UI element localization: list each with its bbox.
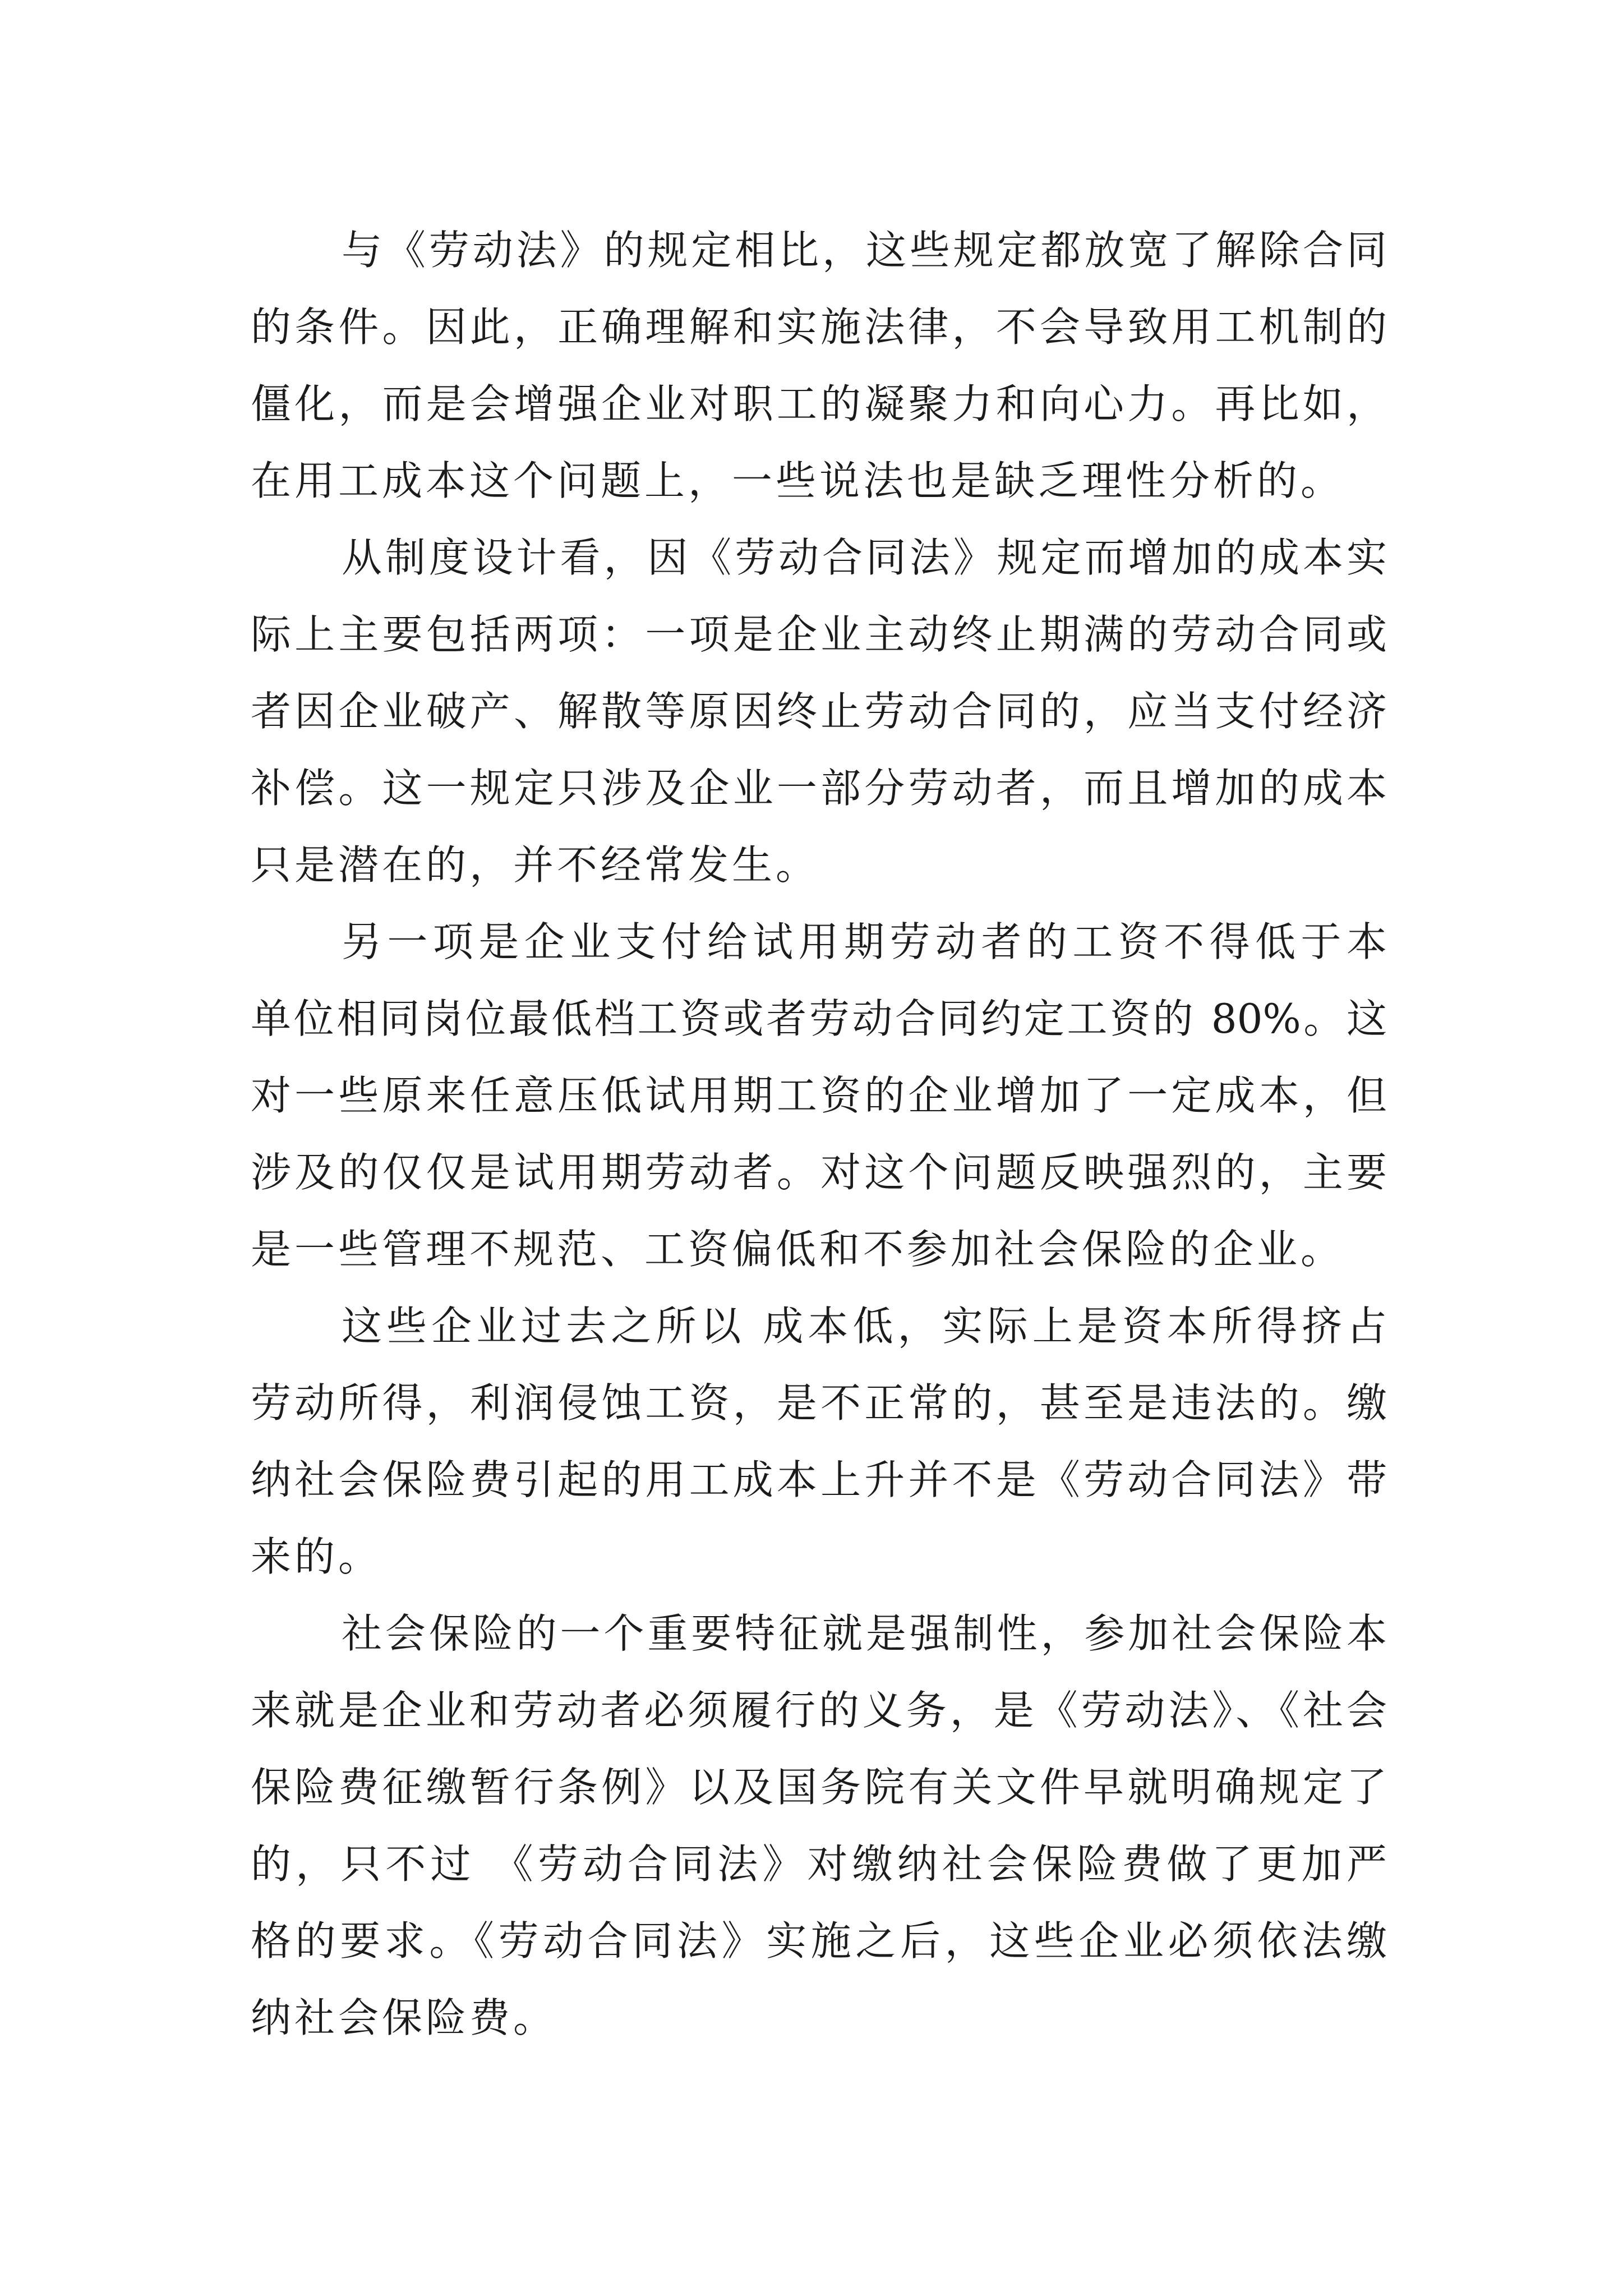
text-line: 格的要求。《劳动合同法》实施之后，这些企业必须依法缴 bbox=[251, 1917, 1387, 1964]
text-line: 来的。 bbox=[251, 1533, 382, 1580]
text-line: 单位相同岗位最低档工资或者劳动合同约定工资的 80%。这 bbox=[251, 995, 1387, 1042]
text-line: 这些企业过去之所以 成本低，实际上是资本所得挤占 bbox=[342, 1303, 1387, 1350]
body-text bbox=[251, 212, 1387, 2056]
text-line: 与《劳动法》的规定相比，这些规定都放宽了解除合同 bbox=[342, 227, 1387, 274]
text-line: 是一些管理不规范、工资偏低和不参加社会保险的企业。 bbox=[251, 1226, 1345, 1273]
text-line: 在用工成本这个问题上，一些说法也是缺乏理性分析的。 bbox=[251, 457, 1345, 504]
text-line: 保险费征缴暂行条例》以及国务院有关文件早就明确规定了 bbox=[251, 1764, 1387, 1811]
text-line: 僵化，而是会增强企业对职工的凝聚力和向心力。再比如， bbox=[251, 380, 1387, 427]
text-line: 从制度设计看，因《劳动合同法》规定而增加的成本实 bbox=[342, 534, 1387, 581]
paragraph-4 bbox=[251, 1288, 1387, 1595]
text-line: 另一项是企业支付给试用期劳动者的工资不得低于本 bbox=[342, 918, 1387, 965]
text-line: 者因企业破产、解散等原因终止劳动合同的，应当支付经济 bbox=[251, 688, 1387, 735]
text-line: 社会保险的一个重要特征就是强制性，参加社会保险本 bbox=[342, 1610, 1387, 1657]
paragraph-1 bbox=[251, 212, 1387, 519]
paragraph-5 bbox=[251, 1595, 1387, 2056]
paragraph-2 bbox=[251, 519, 1387, 904]
text-line: 劳动所得，利润侵蚀工资，是不正常的，甚至是违法的。缴 bbox=[251, 1379, 1387, 1427]
text-line: 纳社会保险费引起的用工成本上升并不是《劳动合同法》带 bbox=[251, 1456, 1387, 1503]
paragraph-3 bbox=[251, 904, 1387, 1288]
text-line: 来就是企业和劳动者必须履行的义务，是《劳动法》、《社会 bbox=[251, 1687, 1387, 1734]
text-line: 纳社会保险费。 bbox=[251, 1994, 557, 2041]
text-line: 补偿。这一规定只涉及企业一部分劳动者，而且增加的成本 bbox=[251, 765, 1387, 812]
text-line: 对一些原来任意压低试用期工资的企业增加了一定成本，但 bbox=[251, 1072, 1387, 1119]
text-line: 际上主要包括两项：一项是企业主动终止期满的劳动合同或 bbox=[251, 611, 1387, 658]
text-line: 的条件。因此，正确理解和实施法律，不会导致用工机制的 bbox=[251, 303, 1387, 351]
text-line: 涉及的仅仅是试用期劳动者。对这个问题反映强烈的，主要 bbox=[251, 1149, 1387, 1196]
text-line: 只是潜在的，并不经常发生。 bbox=[251, 841, 820, 889]
text-line: 的，只不过 《劳动合同法》对缴纳社会保险费做了更加严 bbox=[251, 1841, 1387, 1888]
